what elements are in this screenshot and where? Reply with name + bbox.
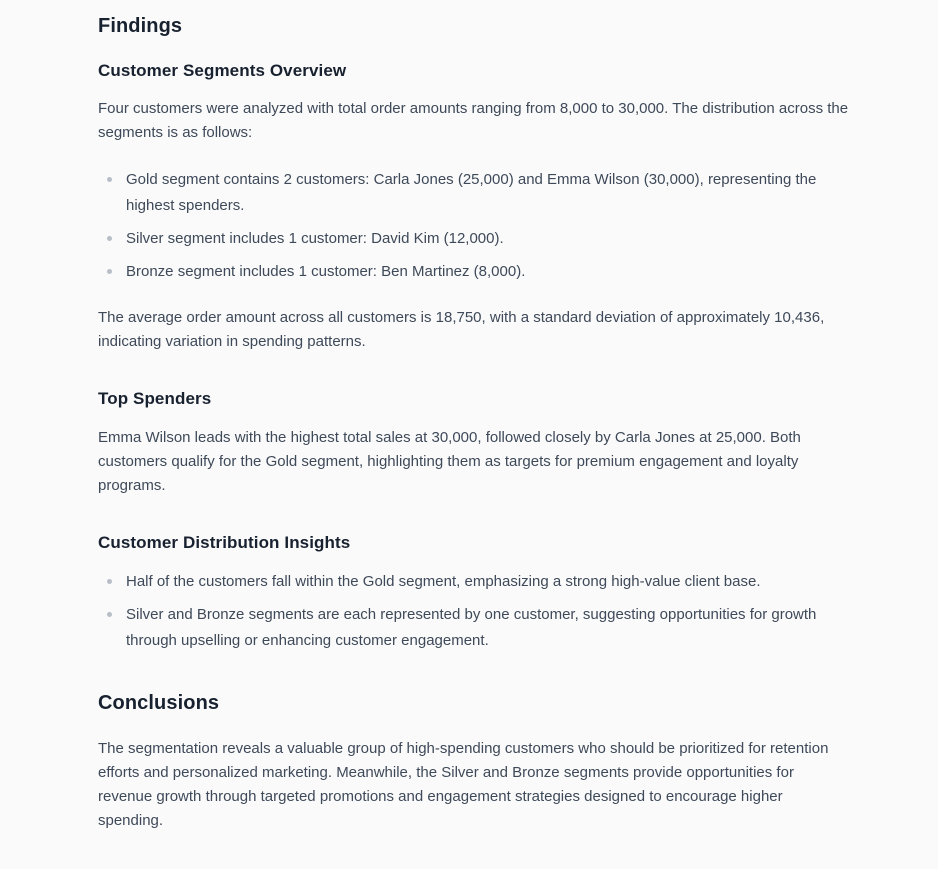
segments-overview-intro: Four customers were analyzed with total order amounts ranging from 8,000 to 30,000. The distribution across the segments is as follows: [98, 100, 849, 142]
customer-distribution-insights-heading: Customer Distribution Insights [98, 532, 351, 552]
segments-bullet-list [98, 167, 850, 284]
section-customer-distribution-insights [98, 532, 850, 654]
list-item-silver-segment: Silver segment includes 1 customer: David Kim (12,000). [98, 226, 850, 252]
section-customer-segments-overview [98, 60, 850, 354]
findings-title: Findings [98, 15, 183, 37]
conclusions-heading: Conclusions [98, 692, 220, 715]
customer-segments-overview-heading: Customer Segments Overview [98, 61, 347, 80]
conclusions-body: The segmentation reveals a valuable group of high-spending customers who should be prioritized for retention efforts and personalized marketing. Meanwhile, the Silver and Bronze segments provide opportunities for revenue growth through targeted promotions and engagement strategies designed to encourage higher spending. [98, 740, 829, 830]
list-item-gold-distribution: Half of the customers fall within the Gold segment, emphasizing a strong high-value client base. [98, 569, 850, 595]
distribution-bullet-list [98, 569, 850, 653]
section-top-spenders [98, 388, 850, 497]
section-conclusions [98, 691, 850, 833]
segments-overview-summary: The average order amount across all customers is 18,750, with a standard deviation of approximately 10,436, indicating variation in spending patterns. [98, 309, 825, 351]
list-item-silver-bronze-distribution: Silver and Bronze segments are each represented by one customer, suggesting opportunities for growth through upselling or enhancing customer engagement. [98, 602, 850, 654]
report-content [98, 14, 850, 833]
top-spenders-body: Emma Wilson leads with the highest total sales at 30,000, followed closely by Carla Jones at 25,000. Both customers qualify for the Gold segment, highlighting them as targets for premium engagement and loyalty programs. [98, 428, 801, 494]
top-spenders-heading: Top Spenders [98, 389, 212, 409]
list-item-gold-segment: Gold segment contains 2 customers: Carla Jones (25,000) and Emma Wilson (30,000), representing the highest spenders. [98, 167, 850, 219]
list-item-bronze-segment: Bronze segment includes 1 customer: Ben Martinez (8,000). [98, 259, 850, 285]
